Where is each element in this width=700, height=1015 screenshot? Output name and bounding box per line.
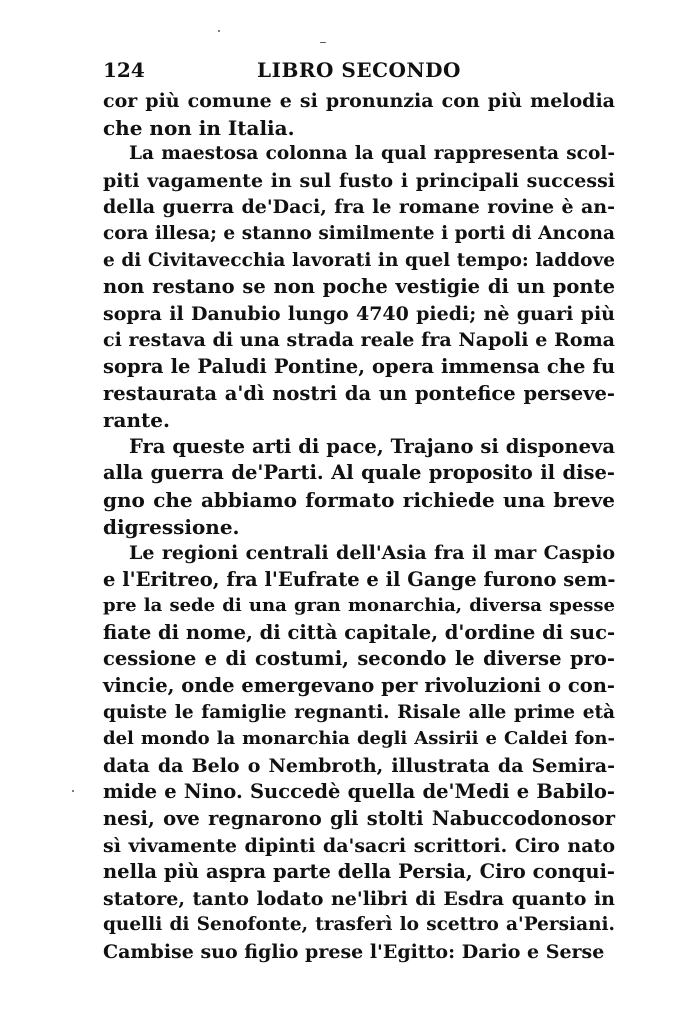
text-line: data da Belo o Nembroth, illustrata da Semira-	[103, 754, 615, 777]
paragraph	[103, 540, 615, 966]
text-line: cora illesa; e stanno similmente i porti di Ancona	[103, 222, 615, 244]
text-line: della guerra de'Daci, fra le romane rovine è an-	[103, 196, 615, 219]
text-line: Cambise suo figlio prese l'Egitto: Dario e Serse	[103, 941, 605, 963]
text-line: quiste le famiglie regnanti. Risale alle prime età	[103, 701, 615, 723]
text-line: Fra queste arti di pace, Trajano si disponeva	[129, 434, 615, 458]
running-title: LIBRO SECONDO	[257, 58, 461, 82]
text-line: Le regioni centrali dell'Asia fra il mar Caspio	[129, 542, 615, 565]
text-line: cessione e di costumi, secondo le diverse pro-	[103, 647, 615, 671]
text-line: non restano se non poche vestigie di un ponte	[103, 275, 615, 299]
paragraph	[103, 434, 615, 540]
paragraph	[103, 88, 615, 141]
text-line: rante.	[103, 408, 170, 433]
text-line: sopra le Paludi Pontine, opera immensa che fu	[103, 354, 615, 378]
text-line: fiate di nome, di città capitale, d'ordine di suc-	[103, 620, 616, 644]
text-line: sopra il Danubio lungo 4740 piedi; nè guari più	[103, 302, 615, 325]
text-line: che non in Italia.	[103, 115, 295, 140]
page-header	[103, 58, 615, 88]
text-line: e l'Eritreo, fra l'Eufrate e il Gange furono sem-	[103, 567, 616, 591]
text-line: pre la sede di una gran monarchia, diversa spesse	[103, 595, 615, 617]
text-line: alla guerra de'Parti. Al quale proposito il dise-	[103, 461, 615, 485]
text-line: del mondo la monarchia degli Assirii e Caldei fon-	[103, 728, 615, 750]
text-line: La maestosa colonna la qual rappresenta scol-	[129, 143, 615, 165]
text-line: nesi, ove regnarono gli stolti Nabuccodonosor	[103, 807, 615, 831]
text-line: statore, tanto lodato ne'libri di Esdra quanto in	[103, 887, 615, 910]
text-line: piti vagamente in sul fusto i principali successi	[103, 169, 615, 192]
text-line: e di Civitavecchia lavorati in quel tempo: laddove	[103, 249, 615, 271]
paragraph	[103, 141, 615, 434]
text-line: nella più aspra parte della Persia, Ciro conqui-	[103, 860, 615, 884]
text-line: ci restava di una strada reale fra Napoli e Roma	[103, 329, 615, 352]
text-line: digressione.	[103, 514, 240, 539]
text-line: cor più comune e si pronunzia con più melodia	[103, 90, 615, 112]
body-text	[103, 88, 615, 966]
paper-speck	[320, 42, 326, 43]
paper-speck	[72, 790, 74, 792]
text-line: quelli di Senofonte, trasferì lo scettro a'Persiani.	[103, 914, 615, 936]
text-line: restaurata a'dì nostri da un pontefice perseve-	[103, 381, 615, 405]
text-line: vincie, onde emergevano per rivoluzioni o con-	[103, 674, 615, 698]
text-line: sì vivamente dipinti da'sacri scrittori. Ciro nato	[103, 834, 615, 857]
paper-speck	[218, 30, 220, 32]
text-line: mide e Nino. Succedè quella de'Medi e Babilo-	[103, 780, 615, 804]
text-line: gno che abbiamo formato richiede una breve	[103, 487, 615, 512]
page-number: 124	[103, 58, 145, 82]
